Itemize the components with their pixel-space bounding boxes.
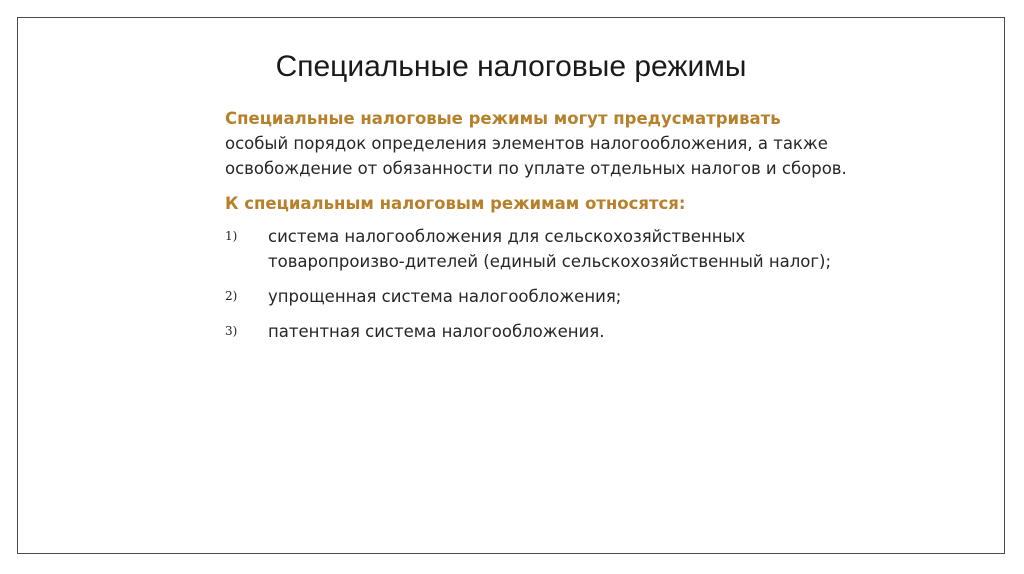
slide-title: Специальные налоговые режимы [275, 50, 747, 83]
list-heading: К специальным налоговым режимам относятся: [225, 194, 686, 213]
list-item-number: 2) [225, 289, 238, 303]
list-item [225, 319, 865, 344]
list-item-text: патентная система налогообложения. [268, 322, 605, 341]
list-item-text: система налогообложения для сельскохозяйственных товаропроизво-дителей (единый сельскохозяйственный налог); [268, 227, 832, 271]
regime-list [225, 224, 865, 344]
intro-paragraph [225, 106, 865, 181]
list-item-text: упрощенная система налогообложения; [268, 287, 622, 306]
list-item [225, 284, 865, 309]
slide [17, 17, 1005, 554]
list-item [225, 224, 865, 274]
intro-highlight: Специальные налоговые режимы могут предусматривать [225, 109, 781, 128]
intro-text: особый порядок определения элементов налогообложения, а также освобождение от обязанности по уплате отдельных налогов и сборов. [225, 134, 847, 178]
list-item-number: 1) [225, 229, 238, 243]
slide-body [225, 106, 865, 354]
list-item-number: 3) [225, 324, 238, 338]
